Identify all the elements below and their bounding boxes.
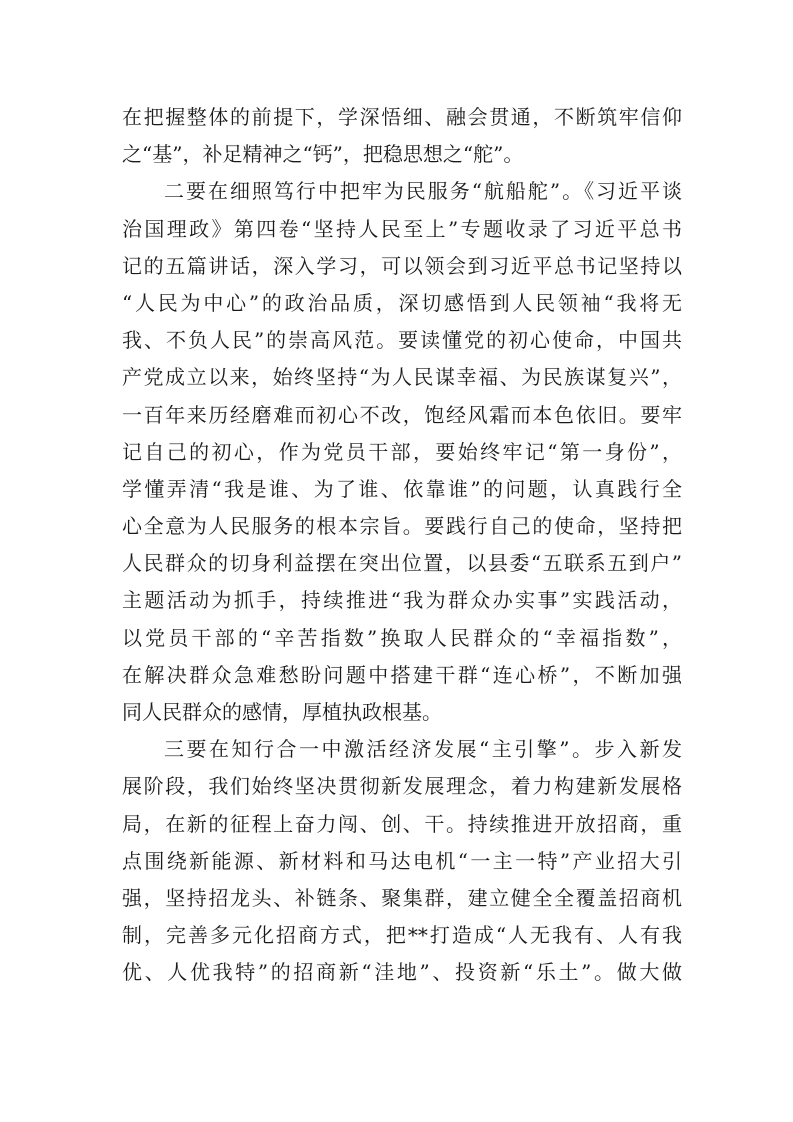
text-line: 展阶段，我们始终坚决贯彻新发展理念，着力构建新发展格 [122,774,682,799]
text-line: 产党成立以来，始终坚持“为人民谋幸福、为民族谋复兴”， [122,365,682,390]
text-line: 强，坚持招龙头、补链条、聚集群，建立健全全覆盖招商机 [122,885,682,910]
text-line: 点围绕新能源、新材料和马达电机“一主一特”产业招大引 [122,848,682,873]
text-line: 心全意为人民服务的根本宗旨。要践行自己的使命，坚持把 [122,514,682,539]
body-text [122,99,682,992]
text-line: 记自己的初心，作为党员干部，要始终牢记“第一身份”， [122,439,682,464]
paragraph-start-line: 二要在细照笃行中把牢为民服务“航船舵”。《习近平谈 [164,179,682,204]
text-line: 记的五篇讲话，深入学习，可以领会到习近平总书记坚持以 [122,253,682,278]
text-line: 之“基”，补足精神之“钙”，把稳思想之“舵”。 [122,142,524,167]
text-line: 制，完善多元化招商方式，把**打造成“人无我有、人有我 [122,923,682,948]
text-line: 以党员干部的“辛苦指数”换取人民群众的“幸福指数”， [122,625,682,650]
text-line: 学懂弄清“我是谁、为了谁、依靠谁”的问题，认真践行全 [122,476,682,501]
text-line: 局，在新的征程上奋力闯、创、干。持续推进开放招商，重 [122,811,682,836]
paragraph-start-line: 三要在知行合一中激活经济发展“主引擎”。步入新发 [164,737,682,762]
text-line: 在解决群众急难愁盼问题中搭建干群“连心桥”，不断加强 [122,662,682,687]
text-line: 治国理政》第四卷“坚持人民至上”专题收录了习近平总书 [122,216,682,241]
text-line: 在把握整体的前提下，学深悟细、融会贯通，不断筑牢信仰 [122,105,682,129]
text-line: 人民群众的切身利益摆在突出位置，以县委“五联系五到户” [122,551,682,576]
text-line: “人民为中心”的政治品质，深切感悟到人民领袖“我将无 [122,290,682,315]
text-line: 优、人优我特”的招商新“洼地”、投资新“乐土”。做大做 [122,960,682,985]
text-line: 同人民群众的感情，厚植执政根基。 [122,700,442,724]
text-line: 主题活动为抓手，持续推进“我为群众办实事”实践活动， [122,588,682,613]
text-line: 我、不负人民”的崇高风范。要读懂党的初心使命，中国共 [122,328,682,353]
text-line: 一百年来历经磨难而初心不改，饱经风霜而本色依旧。要牢 [122,402,682,427]
